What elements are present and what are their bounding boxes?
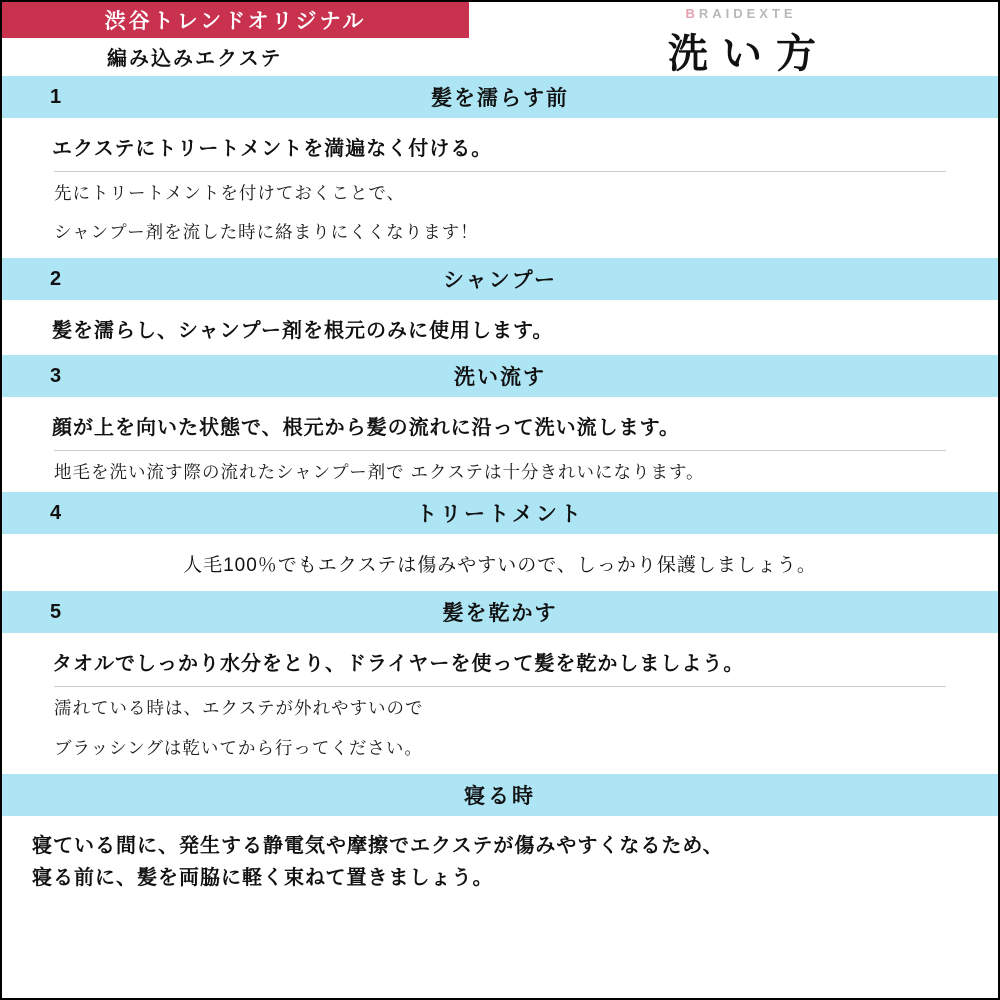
step-bold-3: 顔が上を向いた状態で、根元から髪の流れに沿って洗い流します。 [52, 417, 680, 440]
step-header-2 [2, 258, 998, 300]
step-number-2: 2 [50, 267, 63, 290]
brand-latin-logo-accent: B [685, 6, 699, 21]
step-body-2 [2, 300, 998, 355]
brand-banner: 渋谷トレンドオリジナル [2, 2, 469, 38]
step-note-4: 人毛100％でもエクステは傷みやすいので、しっかり保護しましょう。 [183, 555, 817, 577]
step-title-5: 髪を乾かす [442, 602, 558, 626]
step-header-5 [2, 591, 998, 633]
header [2, 2, 998, 76]
step-note-1-1: シャンプー剤を流した時に絡まりにくくなります！ [54, 222, 479, 243]
closing-line-0: 寝ている間に、発生する静電気や摩擦でエクステが傷みやすくなるため、 [32, 834, 724, 857]
step-body-3 [2, 397, 998, 492]
step-number-5: 5 [50, 600, 63, 623]
step-header-4 [2, 492, 998, 534]
step-body-1 [2, 118, 998, 258]
closing-header [2, 774, 998, 816]
closing-line-1: 寝る前に、髪を両脇に軽く束ねて置きましょう。 [32, 866, 494, 889]
step-number-3: 3 [50, 364, 63, 387]
step-header-1 [2, 76, 998, 118]
step-title-1: 髪を濡らす前 [431, 87, 569, 110]
closing-title: 寝る時 [464, 784, 536, 808]
step-header-3 [2, 355, 998, 397]
brand-latin-logo-rest: RAIDEXTE [698, 6, 797, 21]
brand-subtitle: 編み込みエクステ [107, 48, 283, 70]
step-bold-1: エクステにトリートメントを満遍なく付ける。 [52, 138, 493, 160]
closing-body [2, 816, 998, 894]
step-number-1: 1 [50, 85, 63, 108]
step-note-5-0: 濡れている時は、エクステが外れやすいので [54, 698, 424, 719]
page-title: 洗い方 [668, 32, 830, 76]
step-note-3-0: 地毛を洗い流す際の流れたシャンプー剤で エクステは十分きれいになります。 [54, 462, 705, 483]
step-note-5-1: ブラッシングは乾いてから行ってください。 [54, 737, 423, 758]
step-body-5 [2, 633, 998, 773]
step-bold-5: タオルでしっかり水分をとり、ドライヤーを使って髪を乾かしましよう。 [52, 653, 745, 676]
step-number-4: 4 [50, 501, 63, 524]
step-title-2: シャンプー [443, 269, 557, 293]
step-note-1-0: 先にトリートメントを付けておくことで、 [54, 183, 405, 203]
step-body-4 [2, 534, 998, 591]
step-bold-2: 髪を濡らし、シャンプー剤を根元のみに使用します。 [52, 320, 554, 343]
step-title-3: 洗い流す [454, 366, 546, 390]
step-title-4: トリートメント [416, 503, 584, 527]
brand-latin-logo [606, 6, 876, 21]
